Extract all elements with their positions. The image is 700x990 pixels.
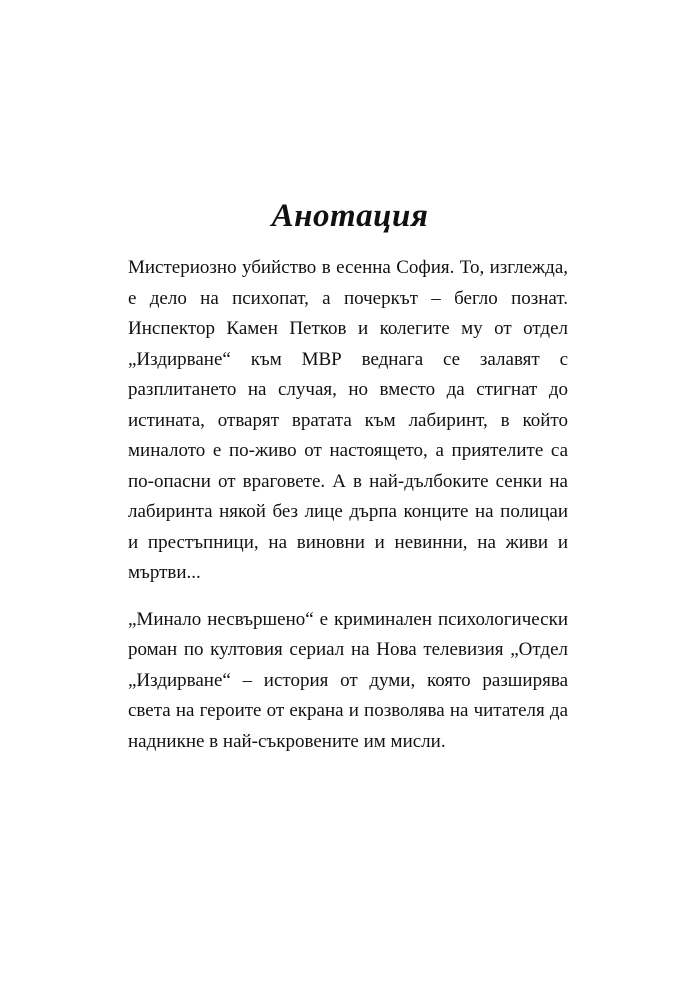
annotation-paragraph-1: Мистериозно убийство в есенна София. То, изглежда, е дело на психопат, а почеркът – бегло познат. Инспектор Камен Петков и колегите му от отдел „Издирване“ към МВР веднага се залавят с разплитането на случая, но вместо да стигнат до истината, отварят вратата към лабиринт, в който миналото е по-живо от настоящето, а приятелите са по-опасни от враговете. А в най-дълбоките сенки на лабиринта някой без лице дърпа конците на полицаи и престъпници, на виновни и невинни, на живи и мъртви...: [128, 257, 568, 583]
annotation-paragraph-2: „Минало несвършено“ е криминален психологически роман по култовия сериал на Нова телевизия „Отдел „Издирване“ – история от думи, която разширява света на героите от екрана и позволява на читателя да надникне в най-съкровените им мисли.: [128, 608, 568, 752]
annotation-body: [128, 253, 568, 757]
page-title: Анотация: [271, 198, 429, 234]
